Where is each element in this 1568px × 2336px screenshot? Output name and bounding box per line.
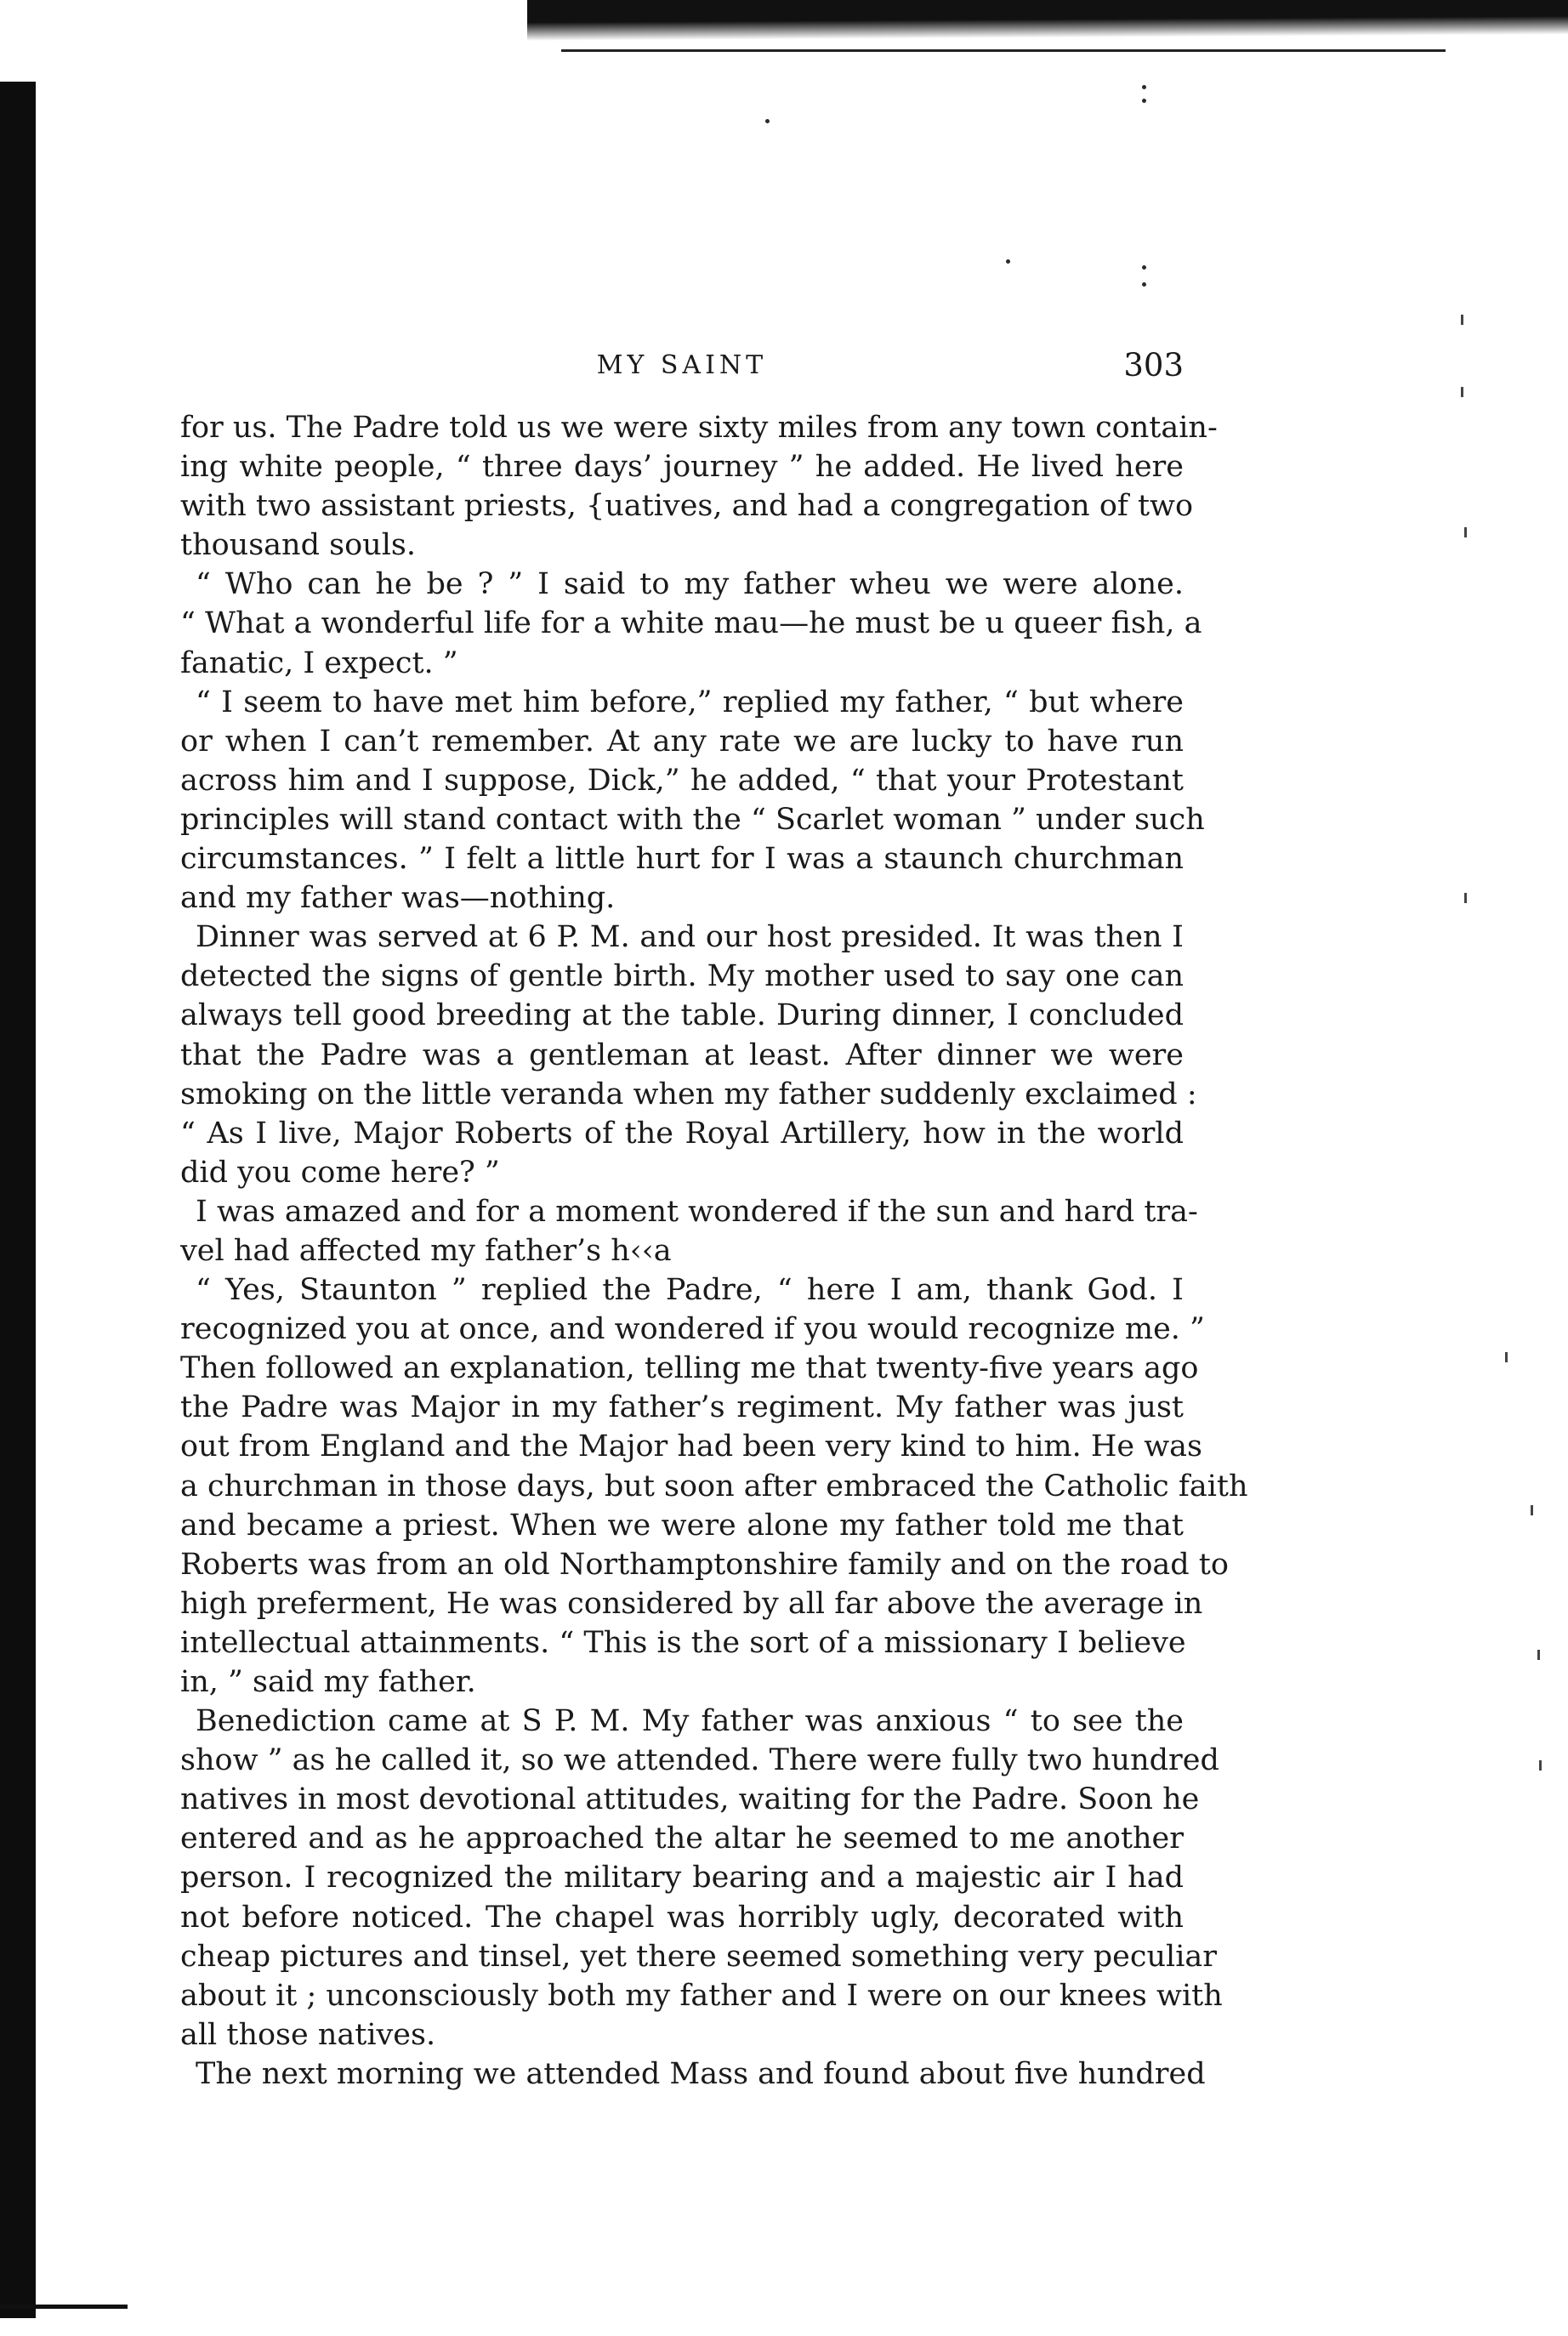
text-line: detected the signs of gentle birth. My mother used to say one can	[180, 959, 1184, 994]
text-line: Dinner was served at 6 P. M. and our host presided. It was then I	[196, 920, 1184, 955]
text-line: out from England and the Major had been very kind to him. He was	[180, 1429, 1202, 1464]
text-line: the Padre was Major in my father’s regiment. My father was just	[180, 1390, 1184, 1425]
scan-speck	[1142, 265, 1146, 270]
page-body-text	[180, 408, 1248, 2094]
text-line: with two assistant priests, {uatives, and had a congregation of two	[180, 489, 1194, 524]
text-line: “ As I live, Major Roberts of the Royal Artillery, how in the world	[180, 1116, 1184, 1151]
running-title: MY SAINT	[596, 350, 768, 380]
scan-edge-mark	[1539, 1760, 1542, 1770]
text-line: or when I can’t remember. At any rate we are lucky to have run	[180, 724, 1184, 759]
scan-top-border	[527, 0, 1568, 41]
scan-binding-edge	[0, 82, 36, 2318]
scan-edge-mark	[1461, 387, 1463, 397]
scan-edge-mark	[1537, 1650, 1540, 1660]
text-line: entered and as he approached the altar he seemed to me another	[180, 1822, 1184, 1856]
text-line: that the Padre was a gentleman at least. After dinner we were	[180, 1037, 1184, 1072]
text-line: circumstances. ” I felt a little hurt for I was a staunch churchman	[180, 842, 1184, 877]
scan-top-line	[561, 49, 1446, 52]
text-line: across him and I suppose, Dick,” he added, “ that your Protestant	[180, 763, 1184, 798]
scan-speck	[1006, 259, 1010, 264]
text-line: principles will stand contact with the “ Scarlet woman ” under such	[180, 802, 1205, 837]
text-line: a churchman in those days, but soon after embraced the Catholic faith	[180, 1469, 1248, 1503]
text-line: vel had affected my father’s h‹‹a	[180, 1233, 672, 1268]
scan-edge-mark	[1464, 893, 1467, 903]
scan-speck	[1142, 282, 1146, 287]
text-line: Benediction came at S P. M. My father was anxious “ to see the	[196, 1704, 1184, 1739]
text-line: “ Who can he be ? ” I said to my father wheu we were alone.	[196, 567, 1184, 602]
text-line: show ” as he called it, so we attended. There were fully two hundred	[180, 1743, 1219, 1778]
text-line: The next morning we attended Mass and found about five hundred	[196, 2056, 1206, 2091]
scan-edge-mark	[1531, 1505, 1533, 1515]
text-line: about it ; unconsciously both my father and I were on our knees with	[180, 1978, 1223, 2013]
text-line: I was amazed and for a moment wondered if the sun and hard tra-	[196, 1194, 1198, 1229]
text-line: ing white people, “ three days’ journey ” he added. He lived here	[180, 450, 1184, 485]
scan-edge-mark	[1464, 527, 1467, 537]
text-line: “ What a wonderful life for a white mau—he must be u queer fish, a	[180, 606, 1202, 641]
running-head	[180, 347, 1184, 391]
text-line: in, ” said my father.	[180, 1665, 476, 1699]
text-line: and my father was—nothing.	[180, 881, 616, 916]
text-line: Then followed an explanation, telling me that twenty-five years ago	[180, 1351, 1199, 1386]
text-line: not before noticed. The chapel was horribly ugly, decorated with	[180, 1900, 1184, 1935]
text-line: intellectual attainments. “ This is the sort of a missionary I believe	[180, 1625, 1186, 1660]
scan-speck	[1142, 99, 1146, 103]
text-line: did you come here? ”	[180, 1155, 500, 1190]
text-line: Roberts was from an old Northamptonshire family and on the road to	[180, 1547, 1229, 1582]
text-line: for us. The Padre told us we were sixty miles from any town contain-	[180, 411, 1218, 445]
text-line: “ I seem to have met him before,” replied my father, “ but where	[196, 685, 1184, 719]
text-line: high preferment, He was considered by all far above the average in	[180, 1586, 1203, 1621]
text-line: recognized you at once, and wondered if you would recognize me. ”	[180, 1312, 1205, 1347]
scan-speck	[765, 119, 770, 123]
text-line: thousand souls.	[180, 528, 416, 563]
page-number: 303	[1123, 347, 1184, 384]
scan-bottom-edge	[0, 2305, 128, 2309]
text-line: smoking on the little veranda when my father suddenly exclaimed :	[180, 1077, 1197, 1111]
text-line: all those natives.	[180, 2017, 436, 2052]
scan-speck	[1142, 85, 1146, 89]
text-line: always tell good breeding at the table. During dinner, I concluded	[180, 998, 1184, 1033]
scan-edge-mark	[1505, 1352, 1508, 1362]
text-line: person. I recognized the military bearing and a majestic air I had	[180, 1861, 1184, 1896]
text-line: cheap pictures and tinsel, yet there seemed something very peculiar	[180, 1939, 1218, 1974]
scan-edge-mark	[1461, 315, 1463, 325]
text-line: “ Yes, Staunton ” replied the Padre, “ here I am, thank God. I	[196, 1273, 1184, 1308]
text-line: fanatic, I expect. ”	[180, 645, 458, 680]
text-line: and became a priest. When we were alone my father told me that	[180, 1508, 1184, 1543]
text-line: natives in most devotional attitudes, waiting for the Padre. Soon he	[180, 1782, 1200, 1817]
